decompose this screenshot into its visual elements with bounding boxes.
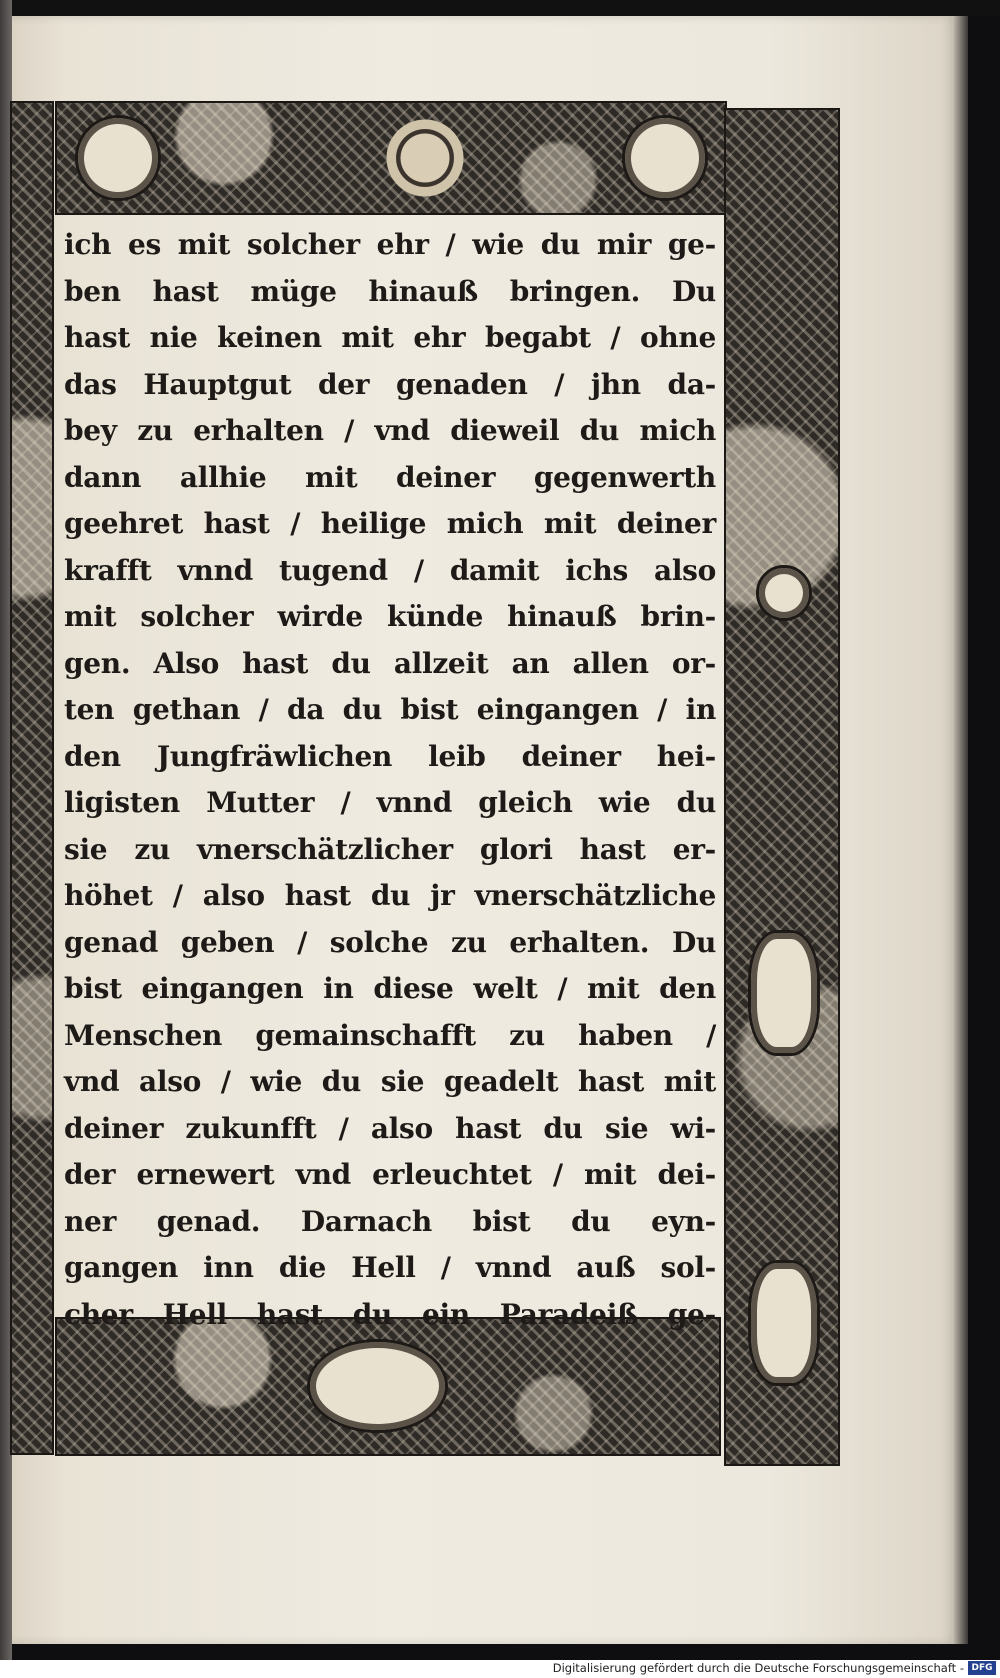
text-line: gangen inn die Hell / vnnd auß sol- <box>64 1251 716 1284</box>
text-line: ten gethan / da du bist eingangen / in <box>64 693 716 726</box>
text-line: sie zu vnerschätzlicher glori hast er- <box>64 832 716 866</box>
oval-rosette-ornament <box>748 930 820 1056</box>
text-line: bey zu erhalten / vnd dieweil du mich <box>64 414 716 447</box>
text-line: höhet / also hast du jr vnerschätzliche <box>64 879 716 912</box>
scan-background-top <box>0 0 1000 16</box>
page-right-edge <box>954 16 968 1644</box>
text-line: den Jungfräwlichen leib deiner hei- <box>64 739 716 773</box>
text-line: mit solcher wirde künde hinauß brin- <box>64 600 716 633</box>
rosette-ornament <box>756 565 812 621</box>
dfg-logo: DFG <box>968 1661 996 1675</box>
text-line: cher Hell hast du ein Paradeiß ge- <box>64 1297 716 1331</box>
text-line: krafft vnnd tugend / damit ichs also <box>64 553 716 587</box>
text-line: bist eingangen in diese welt / mit den <box>64 972 716 1005</box>
text-line: genad geben / solche zu erhalten. Du <box>64 925 716 959</box>
digitization-credit: Digitalisierung gefördert durch die Deutsche Forschungsgemeinschaft - <box>552 1661 964 1675</box>
text-line: geehret hast / heilige mich mit deiner <box>64 507 716 540</box>
text-line: ligisten Mutter / vnnd gleich wie du <box>64 786 716 819</box>
text-line: hast nie keinen mit ehr begabt / ohne <box>64 321 716 354</box>
oval-rosette-ornament <box>748 1260 820 1386</box>
left-woodcut-border <box>10 101 54 1455</box>
rosette-ornament-left <box>75 115 161 201</box>
empty-cartouche <box>307 1339 448 1433</box>
text-line: dann allhie mit deiner gegenwerth <box>64 460 716 494</box>
text-line: vnd also / wie du sie geadelt hast mit <box>64 1065 716 1098</box>
top-woodcut-border <box>55 101 727 215</box>
text-line: das Hauptgut der genaden / jhn da- <box>64 367 716 401</box>
text-line: ben hast müge hinauß bringen. Du <box>64 274 716 308</box>
text-line: deiner zukunfft / also hast du sie wi- <box>64 1111 716 1145</box>
text-line: ner genad. Darnach bist du eyn- <box>64 1204 716 1238</box>
text-line: gen. Also hast du allzeit an allen or- <box>64 646 716 680</box>
sun-face-ornament <box>380 113 470 203</box>
rosette-ornament-right <box>622 115 708 201</box>
text-line: Menschen gemainschafft zu haben / <box>64 1018 716 1052</box>
right-woodcut-border <box>724 108 840 1466</box>
page-text <box>64 222 716 1331</box>
text-line: ich es mit solcher ehr / wie du mir ge- <box>64 228 716 261</box>
text-line: der ernewert vnd erleuchtet / mit dei- <box>64 1158 716 1191</box>
